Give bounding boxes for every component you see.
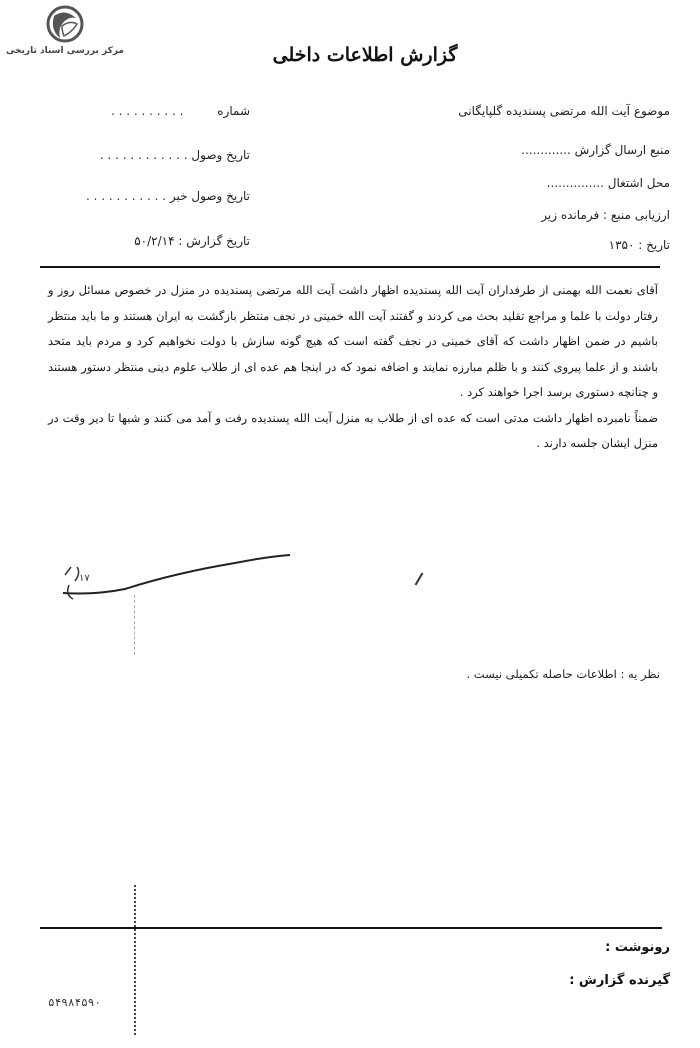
archive-emblem-icon [42,4,88,46]
info-date-value: . . . . . . . . . . . [85,189,167,203]
receipt-date-label: تاریخ وصول [191,148,250,162]
source-line [521,143,670,157]
archive-number: ۵۴۹۸۴۵۹۰ [48,996,101,1009]
office-line [547,176,670,190]
source-value: ............. [521,143,571,157]
report-date-line [134,234,250,248]
copies-label: رونوشت : [605,940,670,955]
info-date-line [86,189,250,203]
number-label: شماره [217,104,250,118]
source-label: منبع ارسال گزارش [574,143,670,157]
date-line [609,238,670,252]
report-body [48,278,658,457]
receipt-date-value: . . . . . . . . . . . . [99,148,188,162]
number-value: . . . . . . . . . . [110,104,184,118]
logo-caption: مرکز بررسی اسناد تاریخی [5,46,124,56]
fold-mark [134,885,136,1035]
fold-mark [134,595,135,655]
report-date-text: تاریخ گزارش : ۵۰/۲/۱۴ [134,234,250,248]
date-text: تاریخ : ۱۳۵۰ [608,238,670,252]
assessment-note: نظر یه : اطلاعات حاصله تکمیلی نیست . [466,667,660,681]
body-paragraph-2: ضمناً نامبرده اظهار داشت مدتی است که عده ای از طلاب به منزل آیت الله پسندیده رفت و آمد می کنند و شبها تا دیر وقت در منزل ایشان جلسه دارند . [48,410,658,450]
office-label: محل اشتغال [607,176,670,190]
reporter-label: گیرنده گزارش : [569,973,670,988]
footer-divider [40,927,662,929]
rating-line [541,208,670,222]
archive-logo [6,4,124,62]
body-paragraph-1: آقای نعمت الله بهمنی از طرفداران آیت الله پسندیده اظهار داشت آیت الله مرتضی پسندیده در منزل در خصوص مسائل روز و رفتار دولت با علما و مراجع تقلید بحث می کردند و گفتند آیت الله خمینی در نجف منتظر بازگشت به ایران هستند و ما باید منتظر باشیم در ضمن اظهار داشت که آقای خمینی در نجف گفته است که هیچ گونه سازش با دولت نخواهیم کرد و مردم باید متحد باشند و از علما پیروی کنند و با ظلم مبارزه نمایند و اضافه نمود که در اینجا هم عده ای از طلاب علوم دینی منتظر دستور هستند و چنانچه دستوری برسد اجرا خواهند کرد . [48,283,658,399]
svg-text:۱۷: ۱۷ [79,573,90,584]
page-title: گزارش اطلاعات داخلی [272,44,458,66]
receipt-date-line [100,148,250,162]
number-line [111,104,250,118]
ink-mark [415,572,424,585]
handwritten-signature [55,545,305,625]
header-divider [40,266,660,268]
subject-text: موضوع آیت الله مرتضی پسندیده گلپایگانی [458,104,670,118]
rating-text: ارزیابی منبع : فرمانده زیر [541,208,670,222]
office-value: ............... [546,176,604,190]
subject-line [458,104,670,118]
info-date-label: تاریخ وصول خبر [169,189,250,203]
